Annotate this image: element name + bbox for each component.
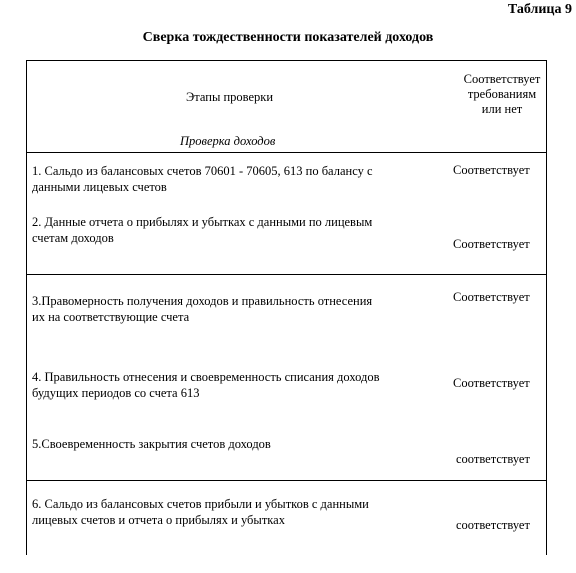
row-status: соответствует [456,452,530,466]
table-top-border [26,60,546,61]
row-line: 1. Сальдо из балансовых счетов 70601 - 70605, 613 по балансу с [32,164,373,178]
header-compliance-line: требованиям [467,87,537,101]
header-stages: Этапы проверки [186,90,274,104]
row-divider [26,274,546,275]
table-row-text [32,369,380,401]
row-line: их на соответствующие счета [32,310,190,324]
header-compliance [447,72,557,117]
row-line: 3.Правомерность получения доходов и правильность отнесения [32,294,373,308]
row-line: 6. Сальдо из балансовых счетов прибыли и убытков с данными [32,497,369,511]
row-line: будущих периодов со счета 613 [32,386,200,400]
table-row-text [32,496,369,528]
header-compliance-line: Соответствует [463,72,541,86]
row-divider [26,480,546,481]
row-status: Соответствует [453,163,530,177]
table-row-text [32,436,271,452]
table-title: Сверка тождественности показателей доходов [142,30,434,45]
table-number: Таблица 9 [507,2,572,17]
row-line: 5.Своевременность закрытия счетов доходов [32,437,271,451]
row-status: соответствует [456,518,530,532]
row-line: 4. Правильность отнесения и своевременность списания доходов [32,370,380,384]
header-divider [26,152,546,153]
table-row-text [32,293,372,325]
header-section: Проверка доходов [180,134,276,148]
row-status: Соответствует [453,237,530,251]
row-status: Соответствует [453,376,530,390]
row-line: данными лицевых счетов [32,180,167,194]
row-line: счетам доходов [32,231,114,245]
row-status: Соответствует [453,290,530,304]
header-compliance-line: или нет [481,102,523,116]
table-right-border [546,60,547,555]
row-line: лицевых счетов и отчета о прибылях и убытках [32,513,285,527]
row-line: 2. Данные отчета о прибылях и убытках с данными по лицевым [32,215,373,229]
table-row-text [32,214,372,246]
table-row-text [32,163,373,195]
